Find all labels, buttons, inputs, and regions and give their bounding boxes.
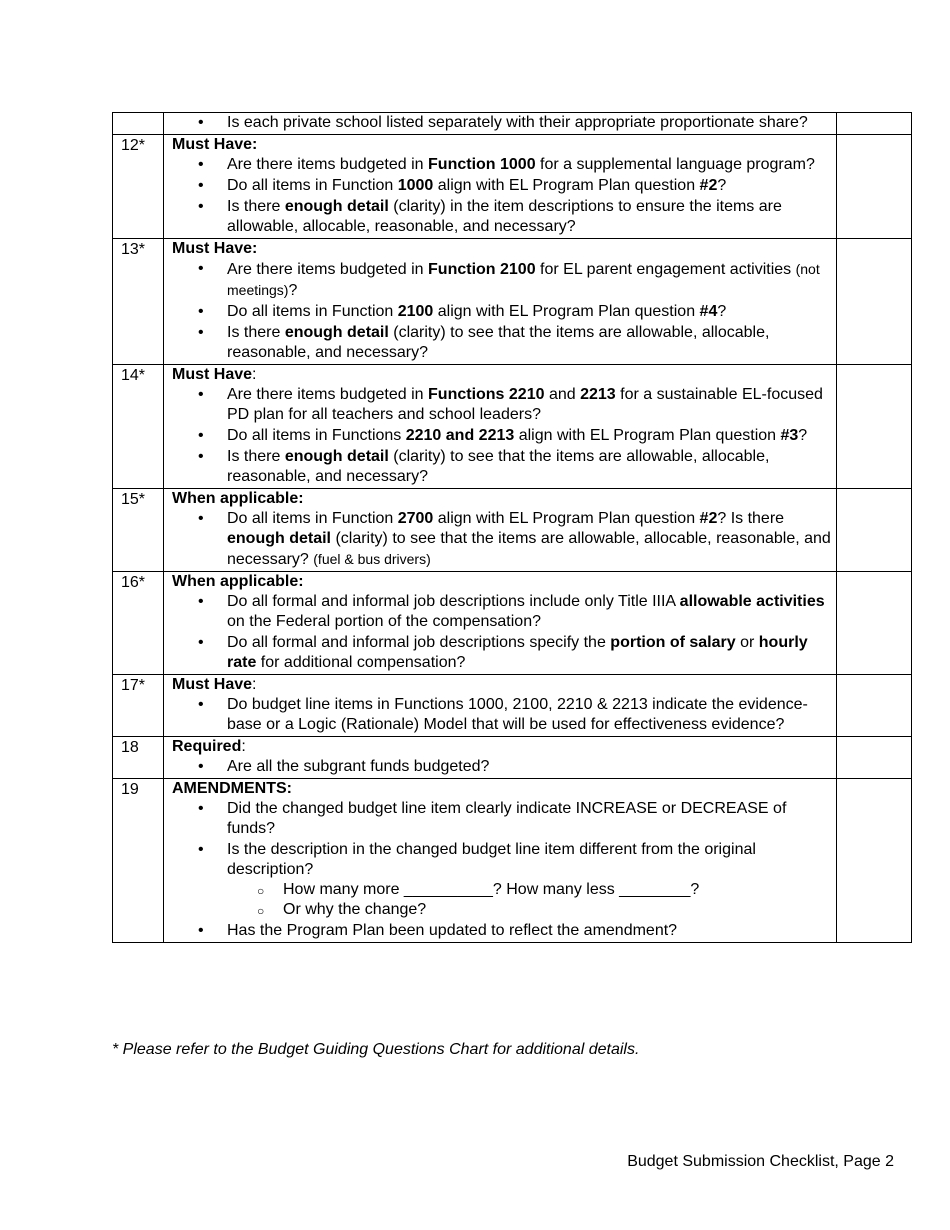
row-content [164,675,837,737]
row-number: 15* [113,489,164,572]
row-heading: Must Have: [172,676,257,693]
check-cell [837,675,912,737]
list-item: • Is the description in the changed budget line item different from the original description? ○ How many more __________? How many less ________? ○ Or why the change? [172,840,836,920]
row-heading: Must Have: [172,240,258,257]
list-item: • Are there items budgeted in Function 1000 for a supplemental language program? [172,155,836,175]
table-row [113,779,912,943]
check-cell [837,737,912,779]
list-item: • Do all formal and informal job descriptions include only Title IIIA allowable activities on the Federal portion of the compensation? [172,592,836,632]
list-item: • Has the Program Plan been updated to reflect the amendment? [172,921,836,941]
row-heading: When applicable: [172,573,304,590]
list-item: • Is each private school listed separately with their appropriate proportionate share? [172,113,836,133]
check-cell [837,239,912,365]
list-item: • Do all items in Functions 2210 and 2213 align with EL Program Plan question #3? [172,426,836,446]
row-number: 19 [113,779,164,943]
list-item: • Are there items budgeted in Function 2100 for EL parent engagement activities (not meetings)? [172,259,836,301]
row-number: 17* [113,675,164,737]
check-cell [837,489,912,572]
check-cell [837,365,912,489]
list-item: • Is there enough detail (clarity) in the item descriptions to ensure the items are allowable, allocable, reasonable, and necessary? [172,197,836,237]
row-content [164,572,837,675]
table-row [113,737,912,779]
list-item: • Do all items in Function 2700 align with EL Program Plan question #2? Is there enough detail (clarity) to see that the items are allowable, allocable, reasonable, and necessary? (fuel & bus drivers) [172,509,836,570]
check-cell [837,779,912,943]
check-cell [837,113,912,135]
row-heading: When applicable: [172,490,304,507]
row-content [164,489,837,572]
row-heading: Must Have: [172,136,258,153]
check-cell [837,135,912,239]
list-item: • Are there items budgeted in Functions 2210 and 2213 for a sustainable EL-focused PD plan for all teachers and school leaders? [172,385,836,425]
check-cell [837,572,912,675]
footnote: * Please refer to the Budget Guiding Questions Chart for additional details. [112,1041,640,1058]
row-number: 13* [113,239,164,365]
table-row [113,365,912,489]
row-content [164,365,837,489]
row-content [164,113,837,135]
table-row [113,675,912,737]
list-item: • Do budget line items in Functions 1000, 2100, 2210 & 2213 indicate the evidence-base or a Logic (Rationale) Model that will be used for effectiveness evidence? [172,695,836,735]
list-item: • Do all items in Function 2100 align with EL Program Plan question #4? [172,302,836,322]
list-item: • Do all formal and informal job descriptions specify the portion of salary or hourly rate for additional compensation? [172,633,836,673]
sub-list-item: ○ How many more __________? How many less ________? [227,880,836,900]
row-heading: Required: [172,738,246,755]
row-number: 18 [113,737,164,779]
table-row [113,489,912,572]
row-content [164,135,837,239]
row-heading: AMENDMENTS: [172,780,292,797]
row-content [164,737,837,779]
row-number: 12* [113,135,164,239]
row-content [164,239,837,365]
page-footer: Budget Submission Checklist, Page 2 [627,1153,894,1170]
row-number [113,113,164,135]
table-row [113,239,912,365]
list-item: • Do all items in Function 1000 align with EL Program Plan question #2? [172,176,836,196]
list-item: • Are all the subgrant funds budgeted? [172,757,836,777]
list-item: • Is there enough detail (clarity) to see that the items are allowable, allocable, reasonable, and necessary? [172,447,836,487]
checklist-table [112,112,912,943]
row-number: 16* [113,572,164,675]
list-item: • Is there enough detail (clarity) to see that the items are allowable, allocable, reasonable, and necessary? [172,323,836,363]
sub-list-item: ○ Or why the change? [227,900,836,920]
table-row [113,572,912,675]
row-content [164,779,837,943]
row-heading: Must Have: [172,366,257,383]
table-row [113,113,912,135]
row-number: 14* [113,365,164,489]
table-row [113,135,912,239]
list-item: • Did the changed budget line item clearly indicate INCREASE or DECREASE of funds? [172,799,836,839]
